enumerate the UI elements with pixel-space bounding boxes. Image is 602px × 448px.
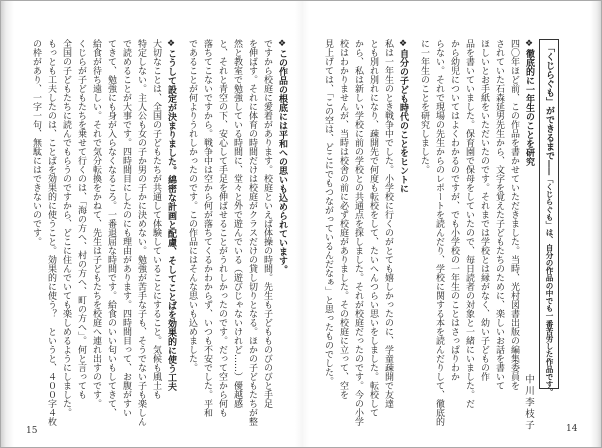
body-line: てきて、勉強にも身が入らなくなるころ。一番退屈な時間です。給食のいい匂いもしてきて、 [106, 39, 116, 417]
article-title: 「くじらぐも」ができるまで [544, 43, 554, 160]
section-heading-research: ❖徹底的に一年生のことを研究 [524, 39, 534, 166]
section-heading-childhood: ❖自分の子ども時代のことをヒントに [398, 39, 408, 193]
body-line: 全国の子どもたちに読んでもらうのですから、どこに住んでいても楽しめるようにしました。 [61, 39, 71, 417]
body-line: であることが何よりうれしかったのです。この作品にはそんな思いも込めました。 [187, 39, 197, 372]
body-line: 私は一年生のとき戦争中でした。小学校に行くのがとても嬉しかったのに、学童疎開で友達 [383, 39, 393, 408]
body-line: 特定しない。主人公も女の子か男の子かに決めない。勉強が苦手な子も、そうでない子も楽しん [136, 39, 146, 426]
body-line: を伸ばす。それに体育の時間だけは校庭がクラスだけの貸し切りとなる。ほかの子どもたちが整 [247, 39, 257, 426]
body-line: らない。それで現場の先生からのレポートを読んだり、学校に関する本を読んだりして、徹底的 [434, 39, 444, 426]
body-line: に一年生のことを研究しました。 [419, 39, 429, 174]
body-line: と、それと青空の下、安心して手足を伸ばせることがうれしかったのです。だって空から何も [217, 39, 227, 417]
article-header-box [539, 39, 559, 396]
section-heading-peace: ❖この作品の根底には平和への思いも込められています。 [277, 39, 287, 274]
article-lead: ――「くじらぐも」は、自分の作品の中でも一番苦労した作品です。 [545, 160, 554, 396]
author-name: 中川李枝子 [523, 373, 534, 431]
page-left-text [28, 39, 289, 431]
body-line: 校はわかりませんが、当時は校舎の前に必ず校庭がありました。その校庭に立って、空を [338, 39, 348, 399]
body-line: くじらが子どもたちを乗せて行くのは、「海の方へ、村の方へ、町の方へ」。何と言っても [76, 39, 86, 399]
body-line: ほしいとお手紙をいただいたのです。それまでは学校とは縁がなく、幼い子どもの作 [479, 39, 489, 381]
body-line: されていた石森延男先生から、文字を覚えた子どもたちのために、楽しいお話を書いて [494, 39, 504, 390]
body-line: 給食が待ち遠しい。それで気分転換をかねて、先生は子どもたちを校庭へ連れ出すのです。 [91, 39, 101, 408]
body-line: ですから校庭に愛着があります。校庭といえば体操の時間。先生も子どもものびのびと手足 [262, 39, 272, 408]
page-gutter [295, 1, 309, 447]
page-number-left: 15 [26, 426, 38, 436]
body-line: とも別れ別れになり、疎開先で何度も転校をして、たいへんつらい思いをしました。転校して [368, 39, 378, 417]
page-right-text [320, 39, 559, 431]
body-line: 落ちてこないですから。戦争中は空から何が落ちてくるかわからず、いつも不安でした。平和 [202, 39, 212, 417]
body-line: もっとも工夫したのは、ことばを効果的に使うこと。効果的に使う？ というと、４００字４枚 [46, 39, 56, 426]
body-line: から、私は新しい学校に前の学校との共通点を探しました。それが校庭だったのです。今の小学 [353, 39, 363, 426]
body-line: 然と教室で勉強している時間に、堂々と外で遊んでいる（遊びじゃないけれど……）優越感 [232, 39, 242, 408]
body-line: から幼児についてはよくわかるのですが、でも小学校の一年生のことはさっぱりわか [449, 39, 459, 381]
section-heading-setting: ❖こうして設定が決まりました。綿密な計画と配慮、そしてことばを効果的に使う工夫 [166, 39, 176, 391]
body-line: 大切なことは、全国の子どもたちが共通して体験していることにすること。気候も風土も [151, 39, 161, 399]
body-line: で読めることが大事です。四時間目にしたのにも理由があります。四時間目って、お腹がすい [121, 39, 131, 417]
body-line: 四〇年ほど前、この作品を書かせていただきました。当時、光村図書出版の編集委員を [509, 39, 519, 390]
page-number-right: 14 [566, 424, 578, 434]
byline [521, 39, 536, 431]
body-line: 品を書いていました。保育園で保母をしていたので、毎日読者の対象と一緒にいました。だ [464, 39, 474, 408]
body-line: 見上げては、「この空は、どこにでもつながっているんだなぁ」と思ったものでした。 [323, 39, 333, 386]
body-line: の枠があり、一字一句、無駄にはできないのです。 [31, 39, 41, 246]
